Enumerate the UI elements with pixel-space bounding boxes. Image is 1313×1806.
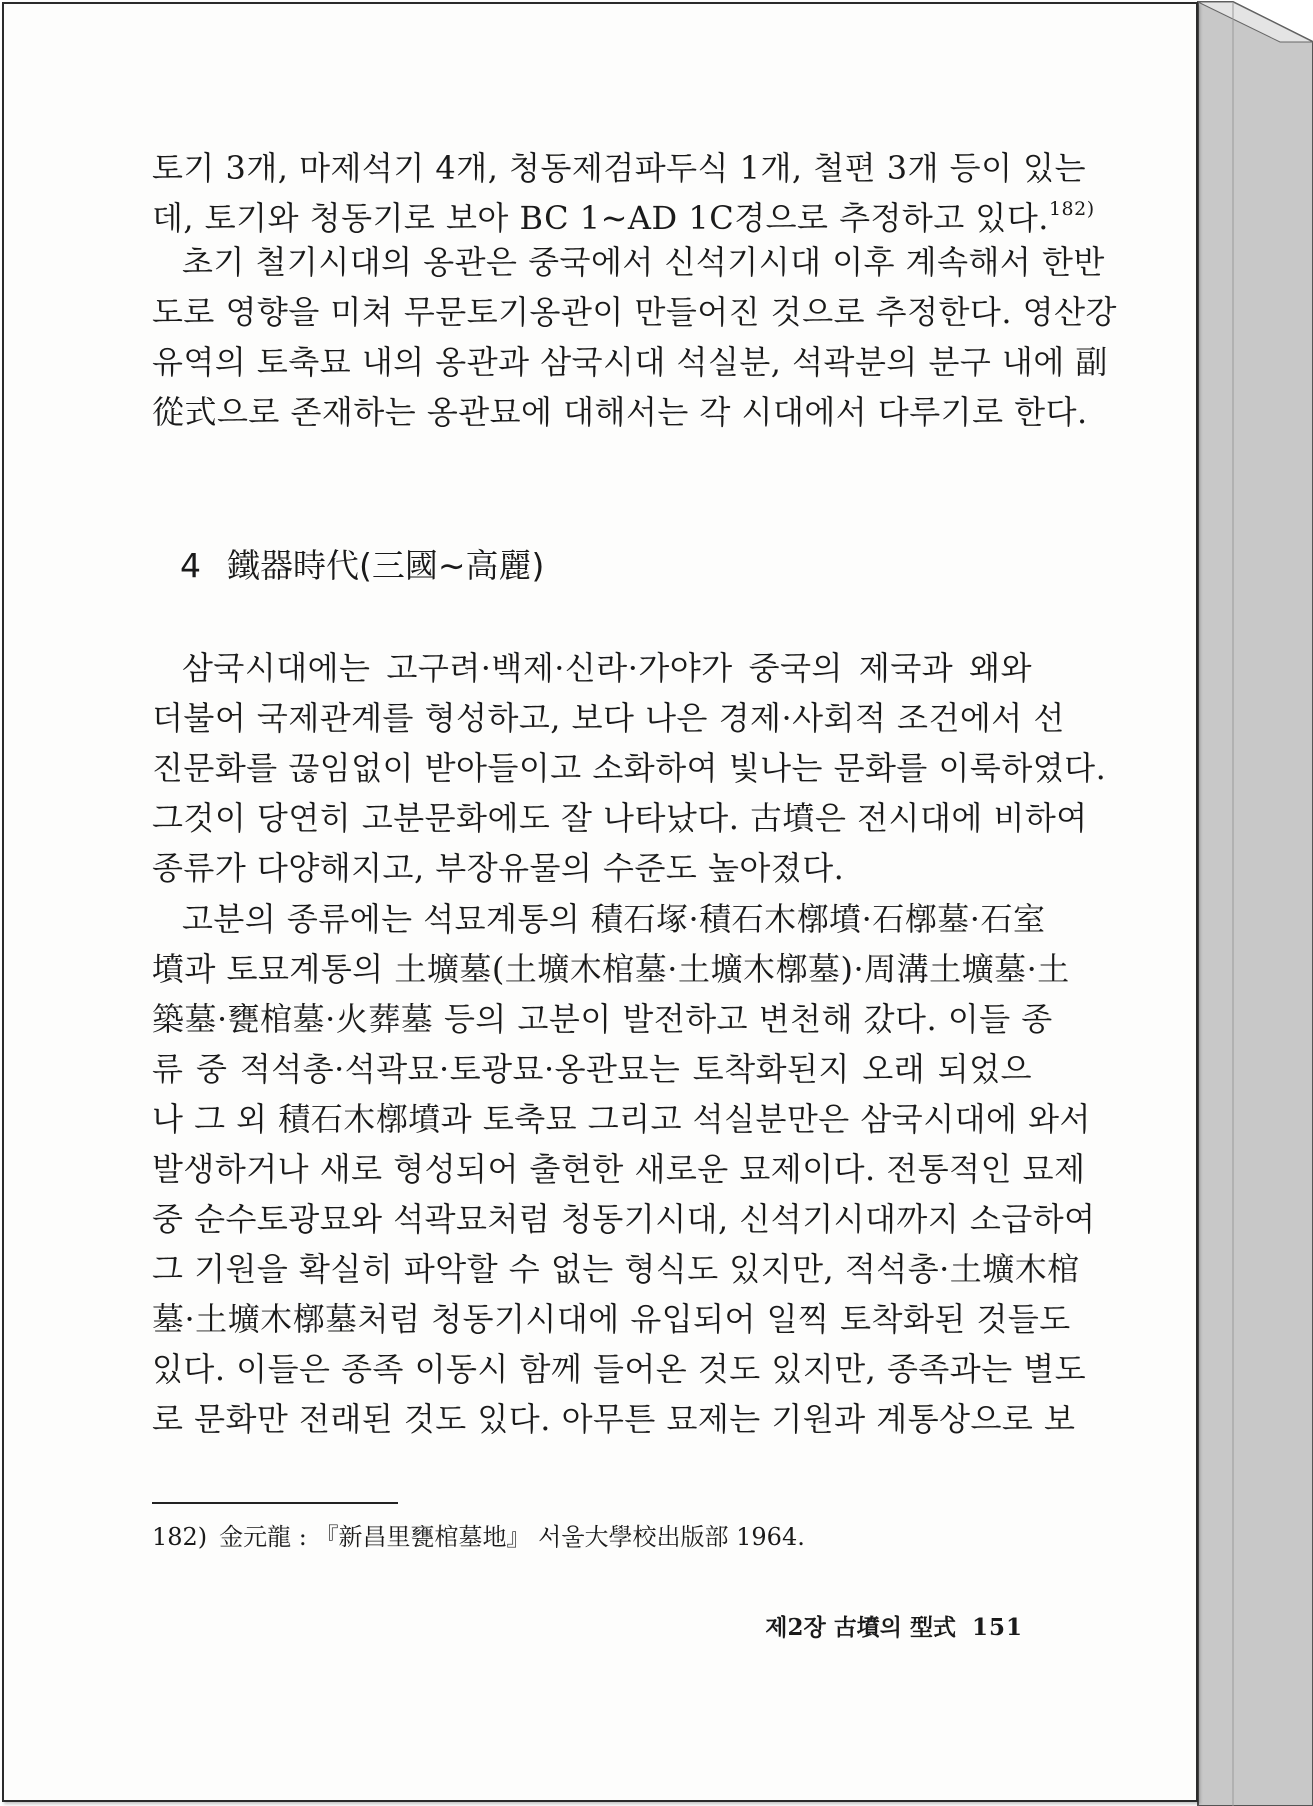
paragraph-4-line-8: 그 기원을 확실히 파악할 수 없는 형식도 있지만, 적석총·土壙木棺 <box>152 1250 1080 1288</box>
paragraph-4-line-10: 있다. 이들은 종족 이동시 함께 들어온 것도 있지만, 종족과는 별도 <box>152 1350 1087 1388</box>
page-number: 151 <box>971 1614 1023 1641</box>
paragraph-4-line-1: 고분의 종류에는 석묘계통의 積石塚·積石木槨墳·石槨墓·石室 <box>182 900 1046 938</box>
paragraph-4-line-5: 나 그 외 積石木槨墳과 토축묘 그리고 석실분만은 삼국시대에 와서 <box>152 1100 1091 1138</box>
paragraph-2-line-4: 從式으로 존재하는 옹관묘에 대해서는 각 시대에서 다루기로 한다. <box>152 393 1088 431</box>
paragraph-3 <box>152 643 1107 893</box>
paragraph-2-line-1: 초기 철기시대의 옹관은 중국에서 신석기시대 이후 계속해서 한반 <box>182 243 1105 281</box>
paragraph-2-line-3: 유역의 토축묘 내의 옹관과 삼국시대 석실분, 석곽분의 분구 내에 副 <box>152 343 1108 381</box>
paragraph-1-line-2-text: 데, 토기와 청동기로 보아 BC 1∼AD 1C경으로 추정하고 있다. <box>152 199 1049 237</box>
footnote-reference: 182) <box>1048 198 1095 220</box>
chapter-title: 제2장 古墳의 型式 <box>765 1614 956 1641</box>
paragraph-4-line-2: 墳과 토묘계통의 土壙墓(土壙木棺墓·土壙木槨墓)·周溝土壙墓·土 <box>152 950 1070 988</box>
footnote-divider <box>152 1502 398 1504</box>
paragraph-2 <box>152 237 1117 437</box>
footnote-mark: 182) <box>152 1523 208 1551</box>
paragraph-3-line-2: 더불어 국제관계를 형성하고, 보다 나은 경제·사회적 조건에서 선 <box>152 699 1065 737</box>
paragraph-4-line-4: 류 중 적석총·석곽묘·토광묘·옹관묘는 토착화된지 오래 되었으 <box>152 1050 1032 1088</box>
paragraph-3-line-3: 진문화를 끊임없이 받아들이고 소화하여 빛나는 문화를 이룩하였다. <box>152 749 1107 787</box>
section-title: 鐵器時代(三國∼高麗) <box>227 546 545 585</box>
paragraph-3-line-4: 그것이 당연히 고분문화에도 잘 나타났다. 古墳은 전시대에 비하여 <box>152 799 1088 837</box>
paragraph-3-line-5: 종류가 다양해지고, 부장유물의 수준도 높아졌다. <box>152 849 845 887</box>
paragraph-1 <box>152 143 1095 243</box>
paragraph-4 <box>152 894 1096 1444</box>
running-footer <box>765 1609 1023 1642</box>
footnote <box>152 1517 805 1552</box>
paragraph-4-line-11: 로 문화만 전래된 것도 있다. 아무튼 묘제는 기원과 계통상으로 보 <box>152 1400 1076 1438</box>
paragraph-4-line-9: 墓·土壙木槨墓처럼 청동기시대에 유입되어 일찍 토착화된 것들도 <box>152 1300 1071 1338</box>
section-number: 4 <box>180 546 201 585</box>
paragraph-4-line-6: 발생하거나 새로 형성되어 출현한 새로운 묘제이다. 전통적인 묘제 <box>152 1150 1086 1188</box>
paragraph-4-line-7: 중 순수토광묘와 석곽묘처럼 청동기시대, 신석기시대까지 소급하여 <box>152 1200 1096 1238</box>
paragraph-3-line-1: 삼국시대에는 고구려·백제·신라·가야가 중국의 제국과 왜와 <box>182 649 1032 687</box>
section-heading <box>180 540 544 587</box>
paragraph-2-line-2: 도로 영향을 미쳐 무문토기옹관이 만들어진 것으로 추정한다. 영산강 <box>152 293 1117 331</box>
footnote-text: 金元龍 : 『新昌里甕棺墓地』 서울大學校出版部 1964. <box>219 1523 805 1551</box>
paragraph-1-line-1: 토기 3개, 마제석기 4개, 청동제검파두식 1개, 철편 3개 등이 있는 <box>152 149 1086 187</box>
paragraph-4-line-3: 築墓·甕棺墓·火葬墓 등의 고분이 발전하고 변천해 갔다. 이들 종 <box>152 1000 1053 1038</box>
paragraph-1-line-2 <box>152 193 1095 243</box>
